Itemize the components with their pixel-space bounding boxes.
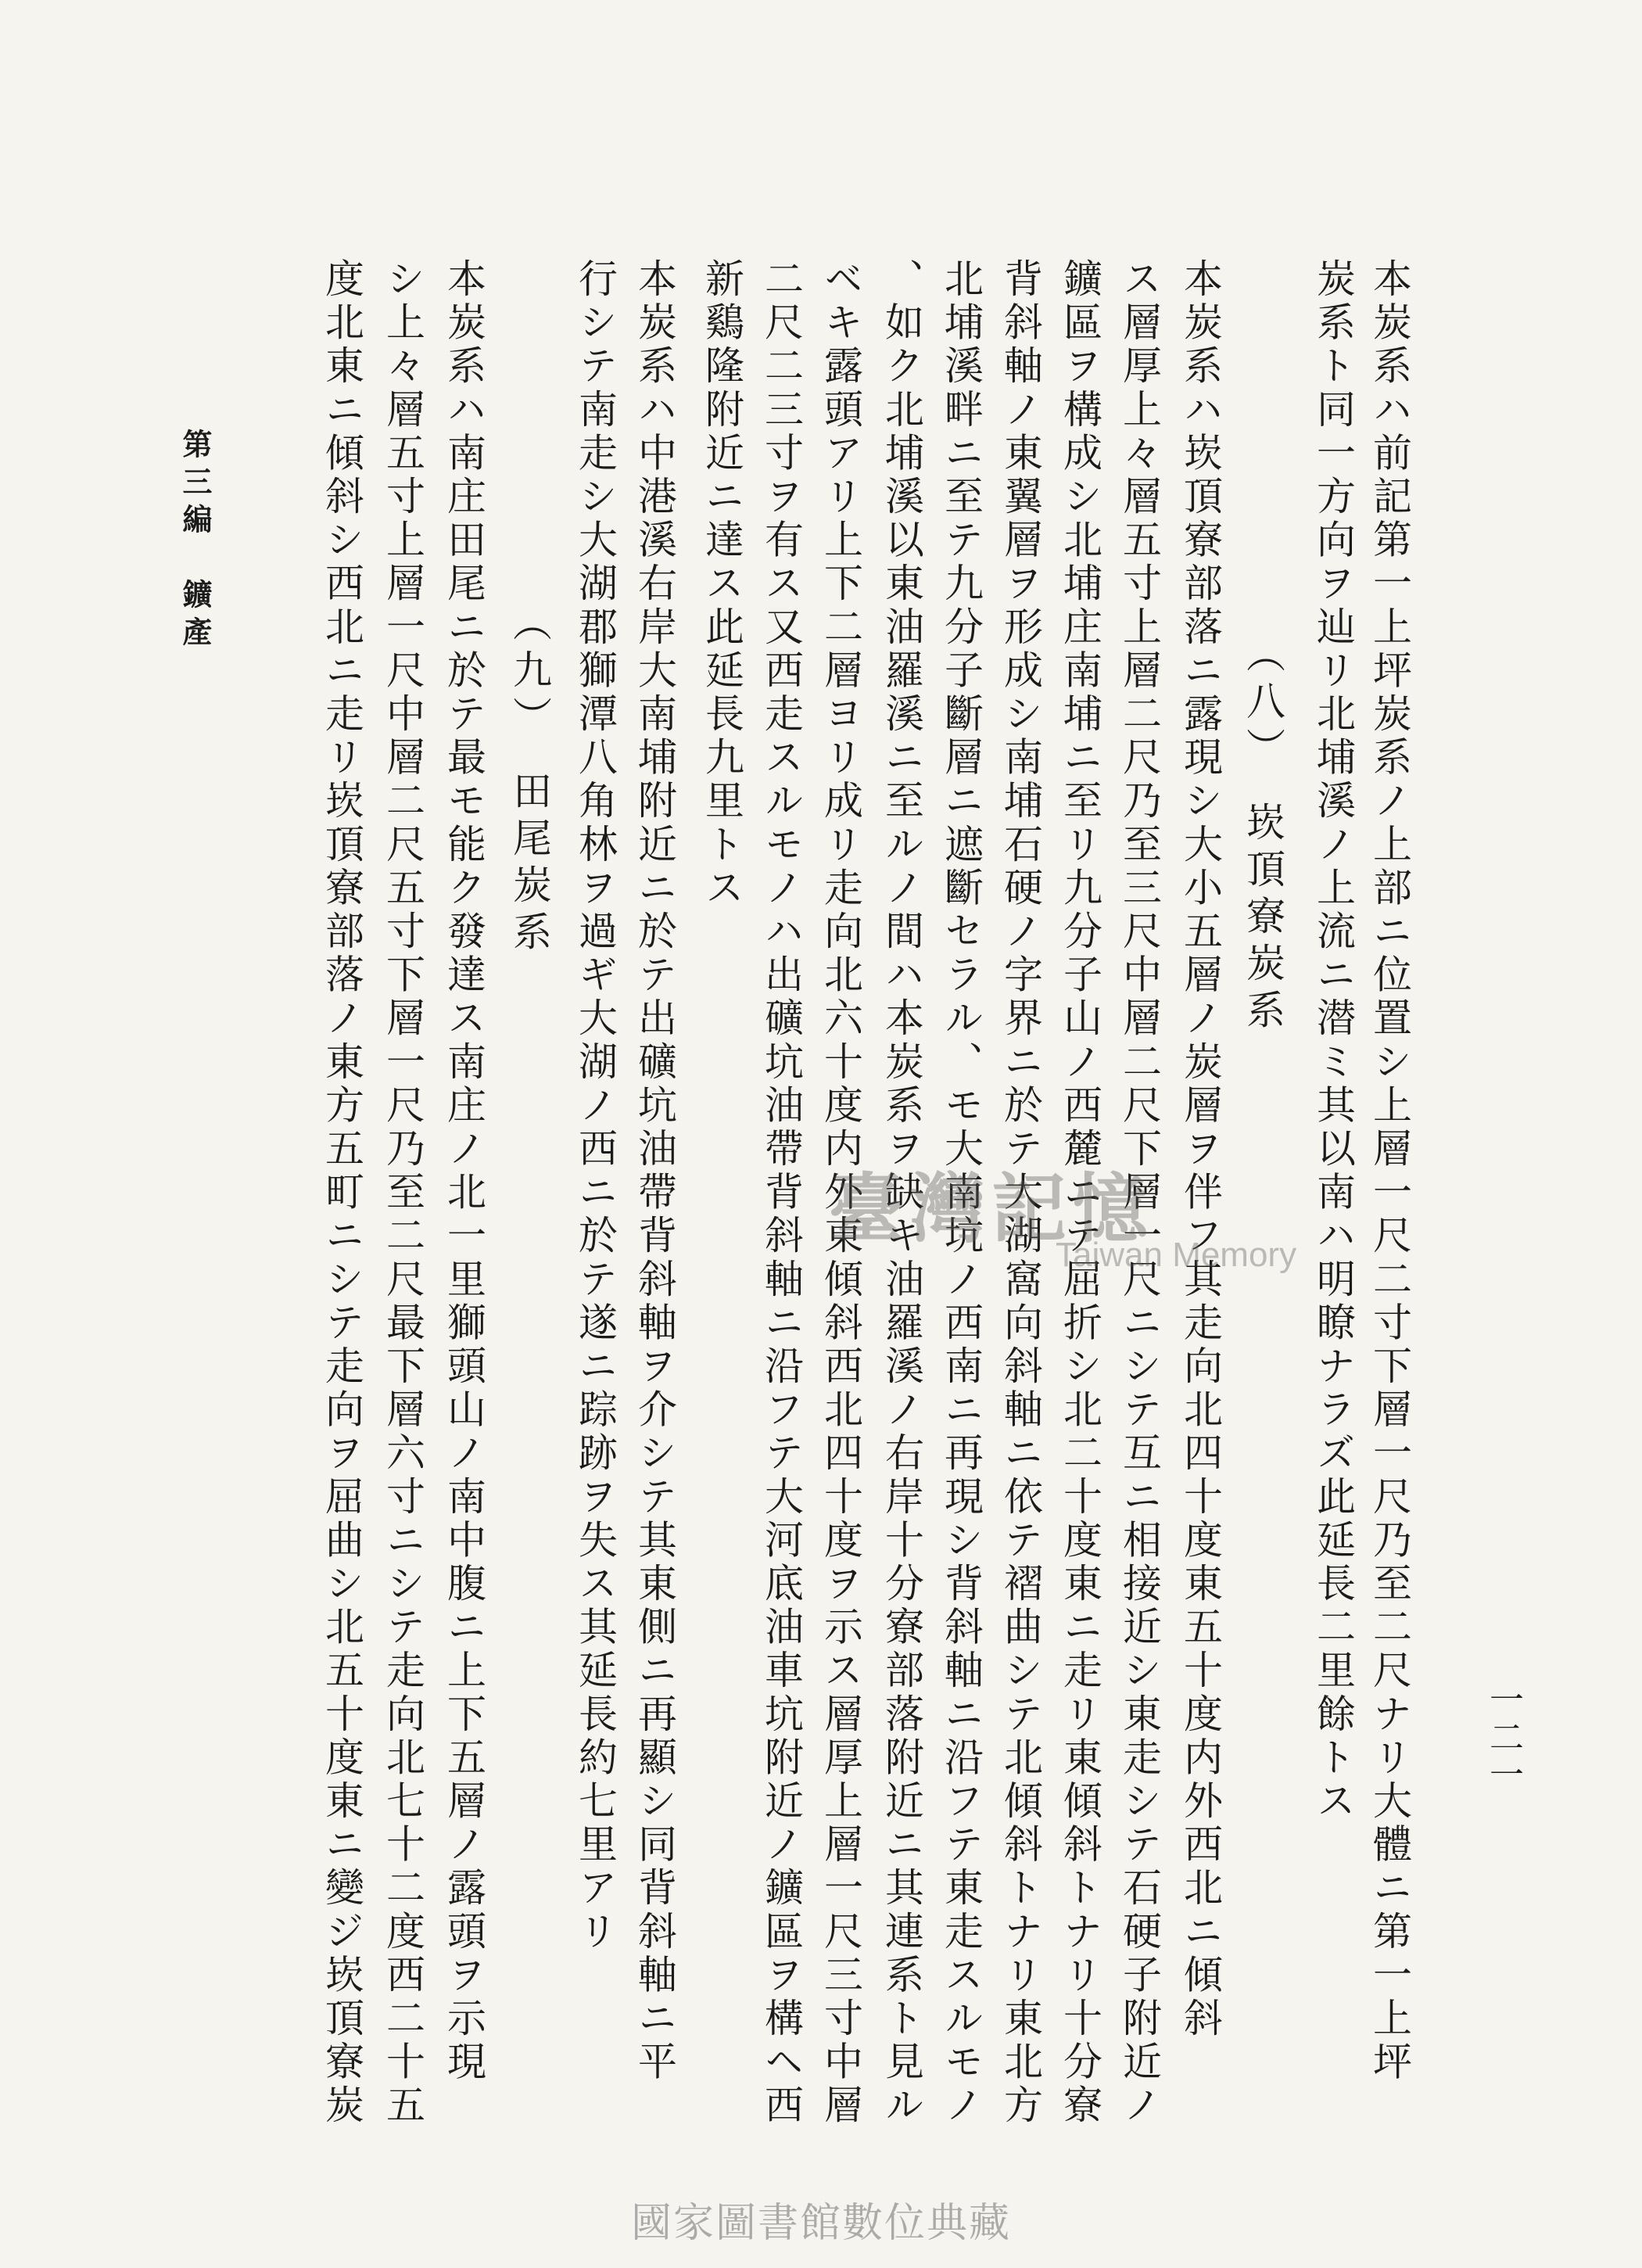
text-column-6: 鑛區ヲ構成シ北埔庄南埔ニ至リ九分子山ノ西麓ニテ屈折シ北二十度東ニ走リ東傾斜トナリ十分寮 xyxy=(1057,258,1102,2128)
text-column-4: 本炭系ハ崁頂寮部落ニ露現シ大小五層ノ炭層ヲ伴フ其走向北四十度東五十度内外西北ニ傾斜 xyxy=(1178,258,1223,2041)
text-column-5: ス層厚上々層五寸上層二尺乃至三尺中層二尺下層一尺ニシテ互ニ相接近シ東走シテ石硬子附近ノ xyxy=(1117,258,1162,2128)
text-column-2: 炭系ト同一方向ヲ辿リ北埔溪ノ上流ニ潜ミ其以南ハ明瞭ナラズ此延長二里餘トス xyxy=(1310,258,1356,1824)
section-heading-8: （八） 崁頂寮炭系 xyxy=(1240,633,1285,1036)
text-column-17: シ上々層五寸上層一尺中層二尺五寸下層一尺乃至二尺最下層六寸ニシテ走向北七十二度西二十五 xyxy=(380,258,425,2128)
library-digital-collection-watermark: 國家圖書館數位典藏 xyxy=(630,2200,1011,2247)
page-number: 一二一 xyxy=(1483,1681,1523,1794)
text-column-9: 、如ク北埔溪以東油羅溪ニ至ルノ間ハ本炭系ヲ缺キ油羅溪ノ右岸十分寮部落附近ニ其連系ト見ル xyxy=(879,258,924,2128)
text-column-1: 本炭系ハ前記第一上坪炭系ノ上部ニ位置シ上層一尺二寸下層一尺乃至二尺ナリ大體ニ第一上坪 xyxy=(1367,258,1412,2085)
text-column-8: 北埔溪畔ニ至テ九分子斷層ニ遮斷セラル、モ大南坑ノ西南ニ再現シ背斜軸ニ沿フテ東走スルモノ xyxy=(938,258,984,2128)
section-footer-label: 第三編 鑛產 xyxy=(177,429,213,654)
text-column-16: 本炭系ハ南庄田尾ニ於テ最モ能ク發達ス南庄ノ北一里獅頭山ノ南中腹ニ上下五層ノ露頭ヲ示現 xyxy=(441,258,486,2085)
text-column-18: 度北東ニ傾斜シ西北ニ走リ崁頂寮部落ノ東方五町ニシテ走向ヲ屈曲シ北五十度東ニ變ジ崁頂寮炭 xyxy=(319,258,364,2128)
watermark-chinese-text: 臺灣記憶 xyxy=(829,1165,1154,1253)
text-column-14: 行シテ南走シ大湖郡獅潭八角林ヲ過ギ大湖ノ西ニ於テ遂ニ踪跡ヲ失ス其延長約七里アリ xyxy=(572,258,618,1954)
text-column-7: 背斜軸ノ東翼層ヲ形成シ南埔石硬ノ字界ニ於テ大湖窩向斜軸ニ依テ褶曲シテ北傾斜トナリ東北方 xyxy=(998,258,1043,2128)
text-column-10: ベキ露頭アリ上下二層ヨリ成リ走向北六十度内外東傾斜西北四十度ヲ示ス層厚上層一尺三寸中層 xyxy=(818,258,863,2128)
text-column-11: 二尺二三寸ヲ有ス又西走スルモノハ出礦坑油帶背斜軸ニ沿フテ大河底油車坑附近ノ鑛區ヲ構ヘ西 xyxy=(758,258,804,2128)
taiwan-memory-watermark xyxy=(829,1150,1329,1290)
watermark-english-text: Taiwan Memory xyxy=(1056,1236,1297,1274)
text-column-12: 新鷄隆附近ニ達ス此延長九里トス xyxy=(699,258,744,910)
section-heading-9: （九） 田尾炭系 xyxy=(507,602,552,958)
text-column-13: 本炭系ハ中港溪右岸大南埔附近ニ於テ出礦坑油帶背斜軸ヲ介シテ其東側ニ再顯シ同背斜軸ニ平 xyxy=(632,258,677,2085)
